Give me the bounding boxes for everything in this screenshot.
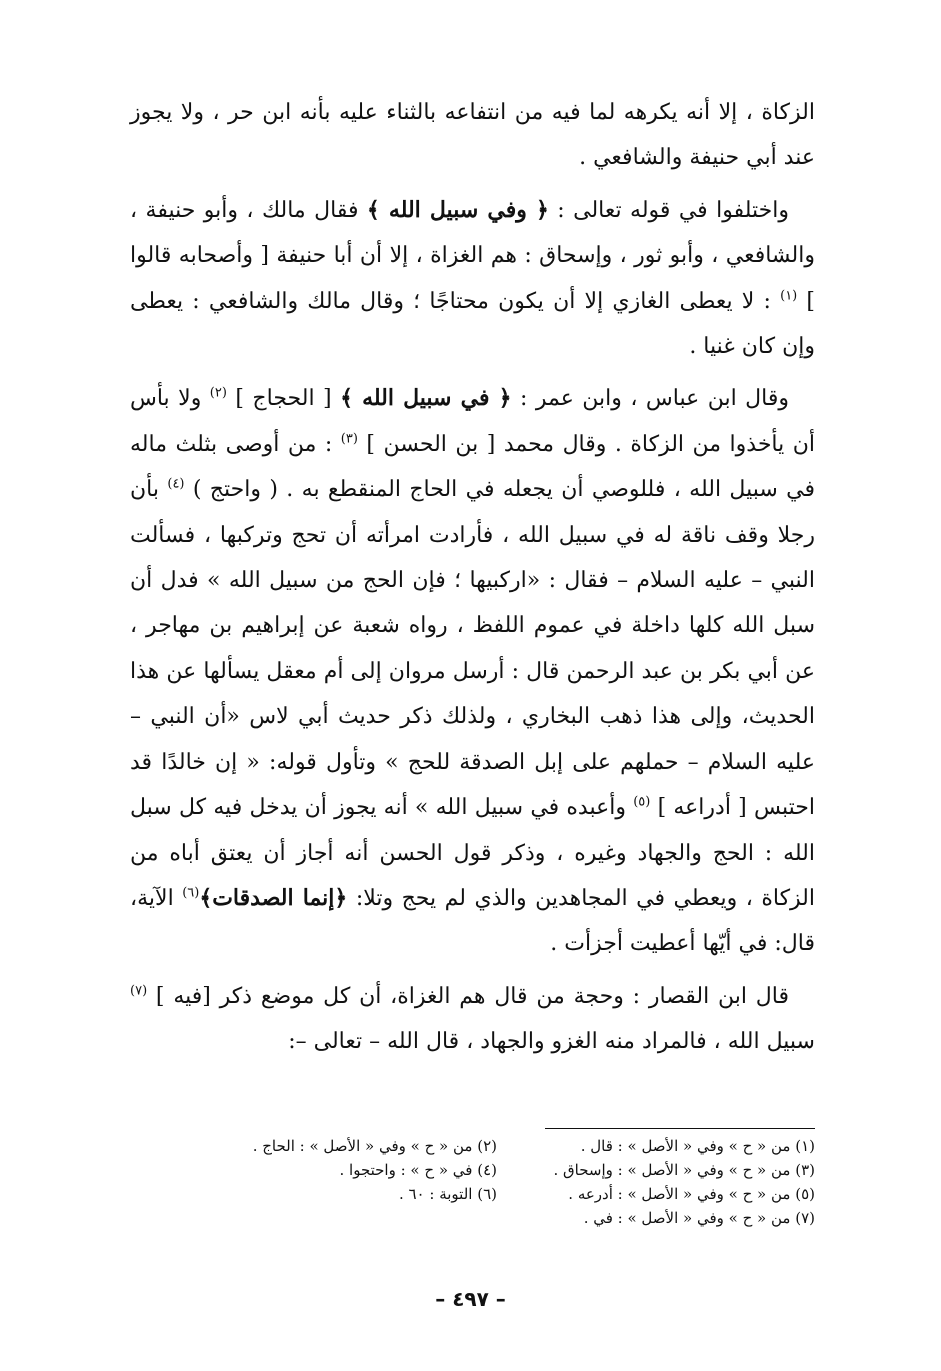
main-text — [130, 90, 815, 1065]
footnote-ref: (٦) — [182, 885, 200, 901]
footnote-ref: (٢) — [209, 386, 227, 402]
footnote-row — [130, 1158, 815, 1182]
text-segment: سبيل الله ، فالمراد منه الغزو والجهاد ، قال الله – تعالى –: — [288, 1029, 815, 1055]
footnote: (٣) من « ح » وفي « الأصل » : وإسحاق . — [553, 1161, 815, 1179]
paragraph — [130, 90, 815, 181]
quran-quote: ﴿ في سبيل الله ﴾ — [340, 385, 512, 412]
paragraph — [130, 974, 815, 1065]
paragraph — [130, 376, 815, 966]
footnote: (٢) من « ح » وفي « الأصل » : الحاج . — [252, 1137, 497, 1155]
footnote-ref: (١) — [780, 288, 798, 304]
text-segment: الآية، قال: في أيّها أعطيت أجزأت . — [130, 885, 815, 957]
text-segment: : من أوصى بثلث ماله في سبيل الله ، فللوصي أن يجعله في الحاج المنقطع به . ( واحتج ) — [130, 431, 816, 503]
text-segment: الزكاة ، إلا أنه يكرهه لما فيه من انتفاعه بالثناء عليه بأنه ابن حر ، ولا يجوز عند أبي حنيفة والشافعي . — [130, 100, 815, 171]
text-segment: فقال مالك ، وأبو حنيفة ، والشافعي ، وأبو ثور ، وإسحاق : هم الغزاة ، إلا أن أبا حنيفة [ وأصحابه قالوا ] — [130, 197, 816, 314]
footnote-ref: (٥) — [633, 794, 651, 810]
footnote: (٤) في « ح » : واحتجوا . — [339, 1161, 497, 1179]
footnote: (٥) من « ح » وفي « الأصل » : أدرعه . — [568, 1185, 815, 1203]
quran-quote: ﴿ وفي سبيل الله ﴾ — [366, 196, 549, 223]
footnote: (٧) من « ح » وفي « الأصل » : في . — [583, 1209, 815, 1227]
quran-quote: ﴿إنما الصدقات﴾ — [199, 884, 348, 911]
footnote-ref: (٣) — [340, 431, 358, 447]
footnotes — [130, 1134, 815, 1230]
text-segment: واختلفوا في قوله تعالى : — [548, 197, 790, 223]
footnote-row — [130, 1182, 815, 1206]
footnote: (٦) التوبة : ٦٠ . — [398, 1185, 497, 1203]
footnote-ref: (٧) — [130, 983, 148, 999]
text-segment: : لا يعطى الغازي إلا أن يكون محتاجًا ؛ وقال مالك والشافعي : يعطى وإن كان غنيا . — [130, 288, 815, 360]
footnote — [130, 1206, 497, 1230]
text-segment: [ الحجاج ] — [226, 386, 341, 412]
text-segment: قال ابن القصار : وحجة من قال هم الغزاة، أن كل موضع ذكر [فيه ] — [147, 983, 789, 1009]
paragraph — [130, 188, 815, 370]
text-segment: ولا بأس أن يأخذوا من الزكاة . وقال محمد [ بن الحسن ] — [130, 386, 816, 457]
footnote-row — [130, 1206, 815, 1230]
footnote-separator — [545, 1128, 815, 1129]
text-segment: وأعبده في سبيل الله » أنه يجوز أن يدخل فيه كل سبل الله : الحج والجهاد وغيره ، وذكر قول الحسن أنه أجاز أن يعتق أباه من الزكاة ، ويعطي في المجاهدين والذي لم يحج وتلا: — [130, 795, 815, 911]
footnote-row — [130, 1134, 815, 1158]
footnote: (١) من « ح » وفي « الأصل » : قال . — [580, 1137, 815, 1155]
text-segment: وقال ابن عباس ، وابن عمر : — [511, 386, 789, 412]
page-number: – ٤٩٧ – — [435, 1287, 506, 1311]
text-segment: بأن رجلا وقف ناقة له في سبيل الله ، فأرادت امرأته أن تحج وتركبها ، فسألت النبي – عليه السلام – فقال : «اركبيها ؛ فإن الحج من سبيل الله » فدل أن سبل الله كلها داخلة في عموم اللفظ ، رواه شعبة عن إبراهيم بن مهاجر ، عن أبي بكر بن عبد الرحمن قال : أرسل مروان إلى أم معقل يسألها عن هذا الحديث، وإلى هذا ذهب البخاري ، ولذلك ذكر حديث أبي لاس «أن النبي – عليه السلام – حملهم على إبل الصدقة للحج » وتأول قوله: « إن خالدًا قد احتبس [ أدراعه ] — [130, 477, 816, 821]
footnote-ref: (٤) — [167, 476, 185, 492]
